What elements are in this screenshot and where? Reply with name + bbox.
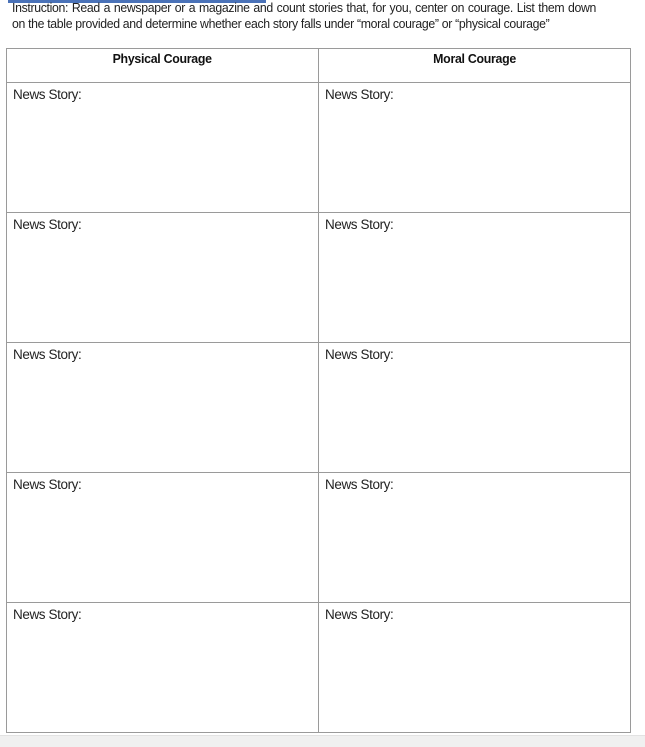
- table-row: [7, 213, 631, 343]
- moral-story-cell[interactable]: [319, 343, 631, 473]
- table-header-row: [7, 49, 631, 83]
- news-story-label: News Story:: [325, 477, 394, 492]
- table-row: [7, 83, 631, 213]
- news-story-label: News Story:: [325, 217, 394, 232]
- news-story-label: News Story:: [325, 87, 394, 102]
- header-moral-label: Moral Courage: [433, 51, 516, 66]
- physical-story-cell[interactable]: [7, 603, 319, 733]
- news-story-label: News Story:: [13, 87, 82, 102]
- news-story-label: News Story:: [13, 217, 82, 232]
- moral-story-cell[interactable]: [319, 473, 631, 603]
- header-physical-courage: [7, 49, 319, 83]
- physical-story-cell[interactable]: [7, 473, 319, 603]
- moral-story-cell[interactable]: [319, 213, 631, 343]
- table-row: [7, 603, 631, 733]
- courage-table: [6, 48, 631, 733]
- header-physical-label: Physical Courage: [112, 51, 213, 66]
- news-story-label: News Story:: [13, 477, 82, 492]
- news-story-label: News Story:: [325, 607, 394, 622]
- news-story-label: News Story:: [325, 347, 394, 362]
- news-story-label: News Story:: [13, 607, 82, 622]
- physical-story-cell[interactable]: [7, 343, 319, 473]
- bottom-scroll-area: [0, 735, 645, 747]
- physical-story-cell[interactable]: [7, 83, 319, 213]
- instruction-text: Instruction: Read a newspaper or a magazine and count stories that, for you, center on courage. List them down on the table provided and determine whether each story falls under “moral courage” or “physical courage”: [12, 0, 597, 31]
- physical-story-cell[interactable]: [7, 213, 319, 343]
- moral-story-cell[interactable]: [319, 603, 631, 733]
- moral-story-cell[interactable]: [319, 83, 631, 213]
- table-row: [7, 473, 631, 603]
- news-story-label: News Story:: [13, 347, 82, 362]
- table-row: [7, 343, 631, 473]
- header-moral-courage: [319, 49, 631, 83]
